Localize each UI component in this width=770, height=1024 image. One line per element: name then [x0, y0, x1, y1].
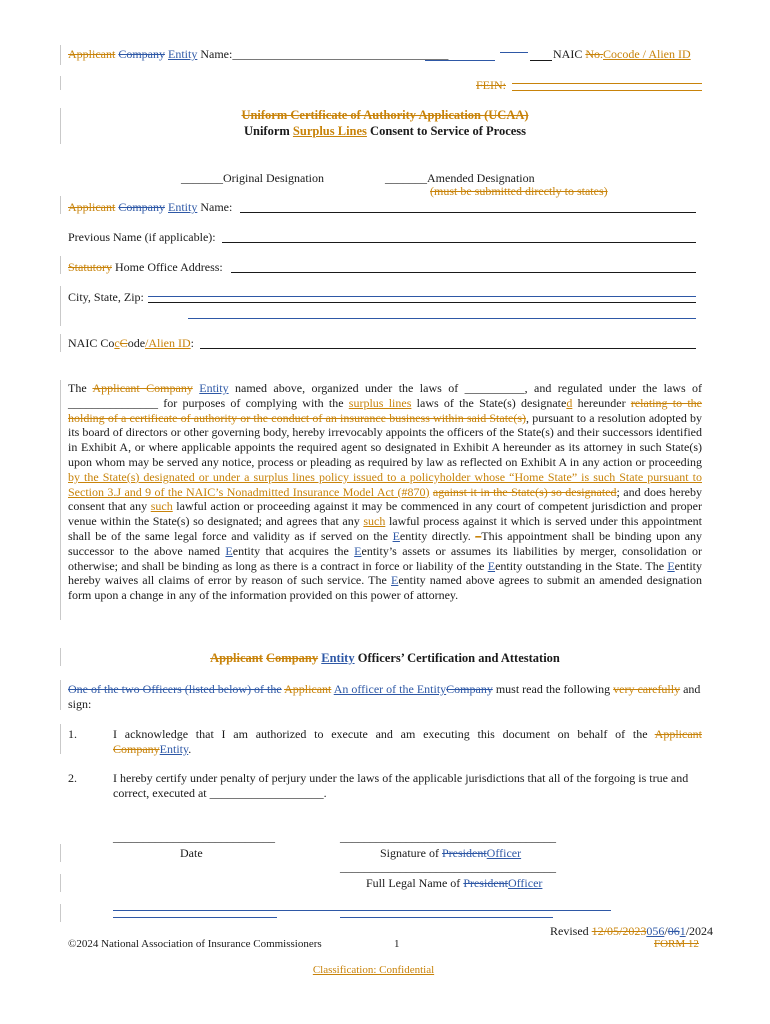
underline: [425, 60, 495, 61]
classification-label: Classification: Confidential: [312, 964, 435, 976]
full-name-label: Full Legal Name of PresidentOfficer: [366, 876, 543, 890]
entity-name-field[interactable]: Applicant Company Entity Name:: [68, 200, 233, 214]
header-entity-name: Applicant Company Entity Name:____________________________________: [68, 47, 449, 61]
fein-field: [476, 78, 506, 93]
title-ucaa: Uniform Certificate of Authority Application (UCAA): [241, 108, 529, 122]
inserted-line: [113, 910, 611, 911]
revision-bar: [60, 844, 61, 862]
underline: [530, 60, 552, 61]
revision-bar: [60, 76, 61, 90]
inserted-text: Cocode / Alien ID: [603, 47, 691, 61]
inserted-line: [340, 917, 553, 918]
revision-bar: [60, 256, 61, 274]
full-name-line[interactable]: ____________________________________: [340, 860, 556, 874]
revision-bar: [60, 45, 61, 65]
inserted-line: [113, 917, 277, 918]
header-naic: NAIC No.Cocode / Alien ID: [553, 47, 691, 61]
input-line: [240, 212, 696, 213]
officers-heading: Applicant Company Entity Officers’ Certification and Attestation: [210, 651, 560, 665]
copyright: ©2024 National Association of Insurance Commissioners: [68, 938, 322, 950]
input-line: [222, 242, 696, 243]
city-state-zip-field[interactable]: City, State, Zip:: [68, 290, 144, 304]
original-designation-checkbox[interactable]: _______Original Designation: [181, 171, 324, 185]
naic-code-field[interactable]: NAIC CocCode/Alien ID:: [68, 336, 195, 350]
signature-label: Signature of PresidentOfficer: [380, 846, 522, 860]
input-line: [188, 318, 696, 319]
signature-line[interactable]: ____________________________________: [340, 830, 556, 844]
form-number: FORM 12: [654, 938, 699, 950]
page-number: 1: [394, 938, 400, 950]
amended-note: (must be submitted directly to states): [430, 184, 608, 198]
date-line[interactable]: ___________________________: [113, 830, 275, 844]
input-line: [200, 348, 696, 349]
fein-line: [512, 83, 702, 84]
list-item: I hereby certify under penalty of perjury under the laws of the applicable jurisdictions that all of the forgoing is true and correct, executed at ___________________.: [113, 771, 689, 800]
officer-instructions: One of the two Officers (listed below) of the Applicant An officer of the EntityCompany must read the following very carefully and sign:: [68, 682, 701, 711]
consent-paragraph: The Applicant Company Entity named above, organized under the laws of __________, and regulated under the laws of _______________ for purposes of complying with the surplus lines laws of the State(s) designated hereunder relating to the holding of a certificate of authority or the conduct of an insurance business within said State(s), pursuant to a resolution adopted by its board of directors or other governing body, hereby irrevocably appoints the officers of the State(s) and their successors identified in Exhibit A, or where applicable appoints the required agent so designated in Exhibit A hereunder as its attorney in such State(s) upon whom may be served any notice, process or pleading as required by law as reflected on Exhibit A in any action or proceeding by the State(s) designated or under a surplus lines policy issued to a policyholder whose “Home State” is such State pursuant to Section 3.J and 9 of the NAIC’s Nonadmitted Insurance Model Act (#870) against it in the State(s) so designated; and does hereby consent that any such lawful action or proceeding against it may be commenced in any court of competent jurisdiction and proper venue within the State(s) so designated; and agrees that any such lawful process against it which is served under this appointment shall be of the same legal force and validity as if served on the Eentity directly. –This appointment shall be binding upon any successor to the above named Eentity that acquires the Eentity’s assets or assumes its liabilities by merger, consolidation or otherwise; and shall be binding as long as there is a contract in force or liability of the Eentity outstanding in the State. The Eentity hereby waives all claims of error by reason of such service. The Eentity named above agrees to submit an amended designation form upon a change in any of the information provided on this power of attorney.: [68, 381, 703, 603]
revision-bar: [60, 874, 61, 892]
revision-bar: [60, 286, 61, 326]
amended-designation-checkbox[interactable]: _______Amended Designation: [385, 171, 535, 185]
fein-line: [512, 90, 702, 91]
date-label: Date: [180, 846, 203, 860]
input-line: [148, 296, 696, 297]
revision-bar: [60, 904, 61, 922]
home-office-address-field[interactable]: Statutory Home Office Address:: [68, 260, 223, 274]
inserted-text: Surplus Lines: [292, 124, 367, 138]
deleted-text: No.: [585, 47, 604, 61]
input-line: [231, 272, 696, 273]
revision-bar: [60, 680, 61, 710]
name-label: Name:: [200, 47, 233, 61]
revision-bar: [60, 334, 61, 352]
item-number: 1.: [68, 727, 77, 741]
deleted-text: Company: [118, 47, 165, 61]
revision-bar: [60, 380, 61, 620]
revision-bar: [60, 724, 61, 754]
revision-bar: [60, 196, 61, 214]
deleted-text: Applicant: [68, 47, 116, 61]
input-line: [148, 302, 696, 303]
underline: [500, 52, 528, 53]
revised-date: Revised 12/05/2023056/061/2024: [550, 924, 714, 938]
previous-name-field[interactable]: Previous Name (if applicable):: [68, 230, 216, 244]
item-number: 2.: [68, 771, 77, 785]
inserted-text: Entity: [168, 47, 198, 61]
list-item: I acknowledge that I am authorized to execute and am executing this document on behalf of the Applicant CompanyEntity.: [113, 727, 702, 756]
page-title: Uniform Surplus Lines Consent to Service of Process: [243, 124, 527, 138]
deleted-text: FEIN:: [476, 78, 506, 92]
